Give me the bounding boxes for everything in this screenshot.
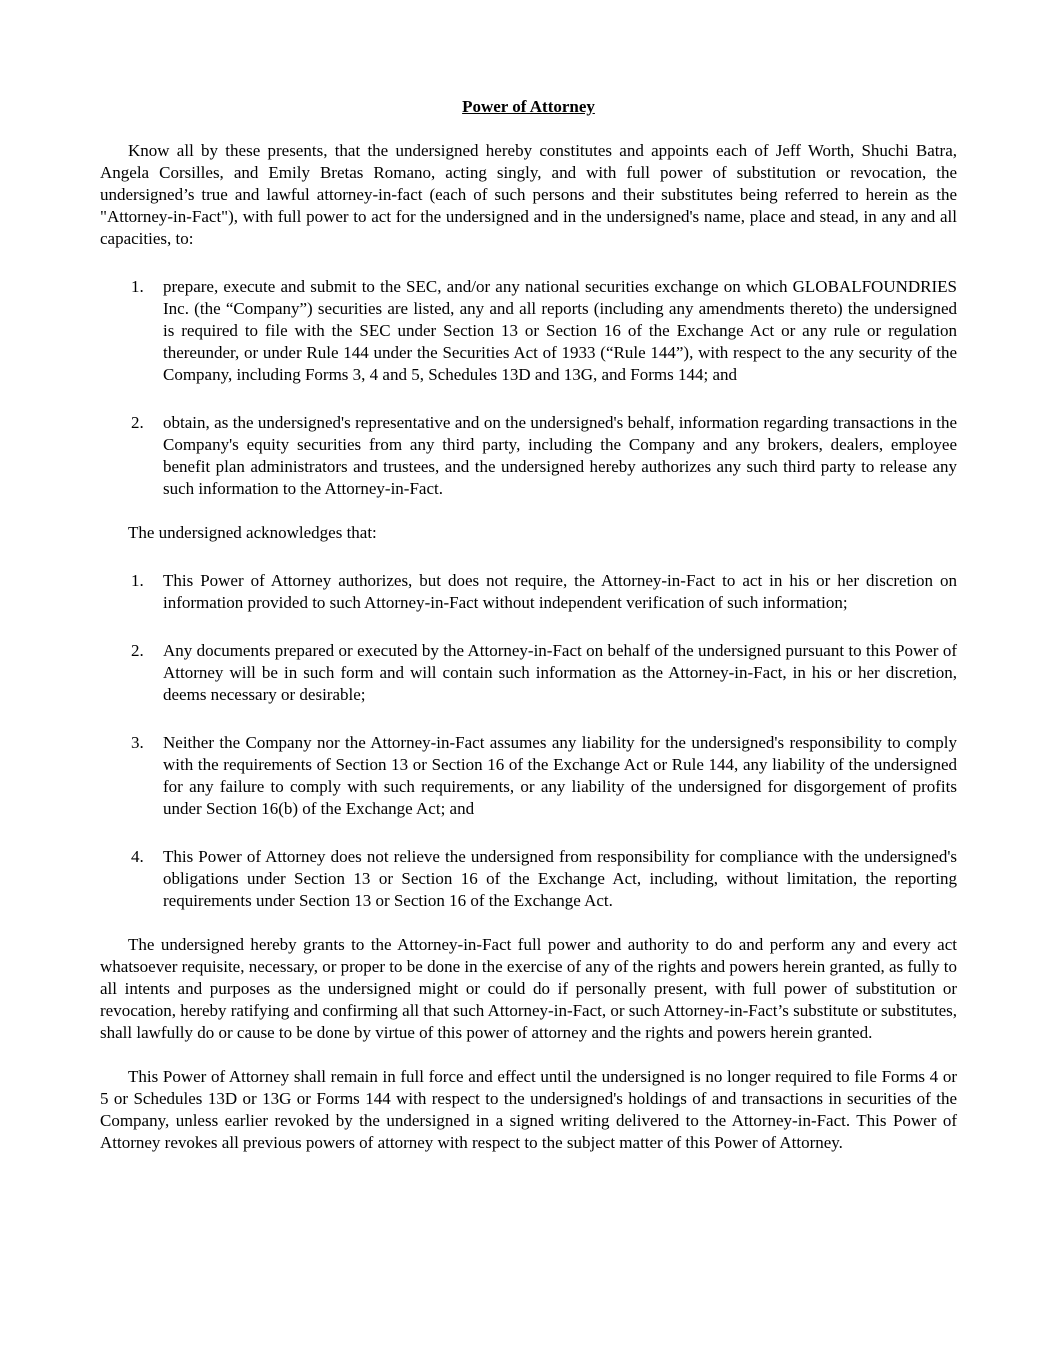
acknowledgments-list-item-1 (100, 570, 957, 614)
powers-list-item-2 (100, 412, 957, 500)
powers-list-item-1 (100, 276, 957, 386)
intro-paragraph: Know all by these presents, that the undersigned hereby constitutes and appoints each of Jeff Worth, Shuchi Batra, Angela Corsilles, and Emily Bretas Romano, acting singly, and with full power of substitution or revocation, the undersigned’s true and lawful attorney-in-fact (each of such persons and their substitutes being referred to herein as the "Attorney-in-Fact"), with full power to act for the undersigned and in the undersigned's name, place and stead, in any and all capacities, to: (100, 141, 957, 248)
list-item-text: Any documents prepared or executed by the Attorney-in-Fact on behalf of the undersigned pursuant to this Power of Attorney will be in such form and will contain such information as the Attorney-in-Fact, in his or her discretion, deems necessary or desirable; (163, 641, 957, 704)
acknowledgments-list-item-3 (100, 732, 957, 820)
grant-paragraph: The undersigned hereby grants to the Attorney-in-Fact full power and authority to do and perform any and every act whatsoever requisite, necessary, or proper to be done in the exercise of any of the rights and powers herein granted, as fully to all intents and purposes as the undersigned might or could do if personally present, with full power of substitution or revocation, hereby ratifying and confirming all that such Attorney-in-Fact, or such Attorney-in-Fact’s substitute or substitutes, shall lawfully do or cause to be done by virtue of this power of attorney and the rights and powers herein granted. (100, 935, 957, 1042)
list-item-number: 1. (131, 571, 144, 590)
list-item-number: 1. (131, 277, 144, 296)
acknowledgments-list (100, 570, 957, 912)
list-item-text: prepare, execute and submit to the SEC, and/or any national securities exchange on which GLOBALFOUNDRIES Inc. (the “Company”) securities are listed, any and all reports (including any amendments thereto) the undersigned is required to file with the SEC under Section 13 or Section 16 of the Exchange Act or any rule or regulation thereunder, or under Rule 144 under the Securities Act of 1933 (“Rule 144”), with respect to the any security of the Company, including Forms 3, 4 and 5, Schedules 13D and 13G, and Forms 144; and (163, 277, 957, 384)
acknowledgments-list-item-4 (100, 846, 957, 912)
list-item-text: This Power of Attorney authorizes, but does not require, the Attorney-in-Fact to act in his or her discretion on information provided to such Attorney-in-Fact without independent verification of such information; (163, 571, 957, 612)
list-item-number: 3. (131, 733, 144, 752)
term-paragraph: This Power of Attorney shall remain in full force and effect until the undersigned is no longer required to file Forms 4 or 5 or Schedules 13D or 13G or Forms 144 with respect to the undersigned's holdings of and transactions in securities of the Company, unless earlier revoked by the undersigned in a signed writing delivered to the Attorney-in-Fact. This Power of Attorney revokes all previous powers of attorney with respect to the subject matter of this Power of Attorney. (100, 1067, 957, 1152)
document-title: Power of Attorney (462, 97, 595, 116)
acknowledgments-list-item-2 (100, 640, 957, 706)
list-item-text: obtain, as the undersigned's representative and on the undersigned's behalf, information regarding transactions in the Company's equity securities from any third party, including the Company and any brokers, dealers, employee benefit plan administrators and trustees, and the undersigned hereby authorizes any such third party to release any such information to the Attorney-in-Fact. (163, 413, 957, 498)
powers-list (100, 276, 957, 500)
list-item-text: This Power of Attorney does not relieve the undersigned from responsibility for compliance with the undersigned's obligations under Section 13 or Section 16 of the Exchange Act, including, without limitation, the reporting requirements under Section 13 or Section 16 of the Exchange Act. (163, 847, 957, 910)
list-item-number: 4. (131, 847, 144, 866)
list-item-number: 2. (131, 641, 144, 660)
list-item-number: 2. (131, 413, 144, 432)
acknowledgment-intro-paragraph: The undersigned acknowledges that: (128, 523, 377, 542)
list-item-text: Neither the Company nor the Attorney-in-Fact assumes any liability for the undersigned's responsibility to comply with the requirements of Section 13 or Section 16 of the Exchange Act or Rule 144, any liability of the undersigned for any failure to comply with such requirements, or any liability of the undersigned for disgorgement of profits under Section 16(b) of the Exchange Act; and (163, 733, 957, 818)
